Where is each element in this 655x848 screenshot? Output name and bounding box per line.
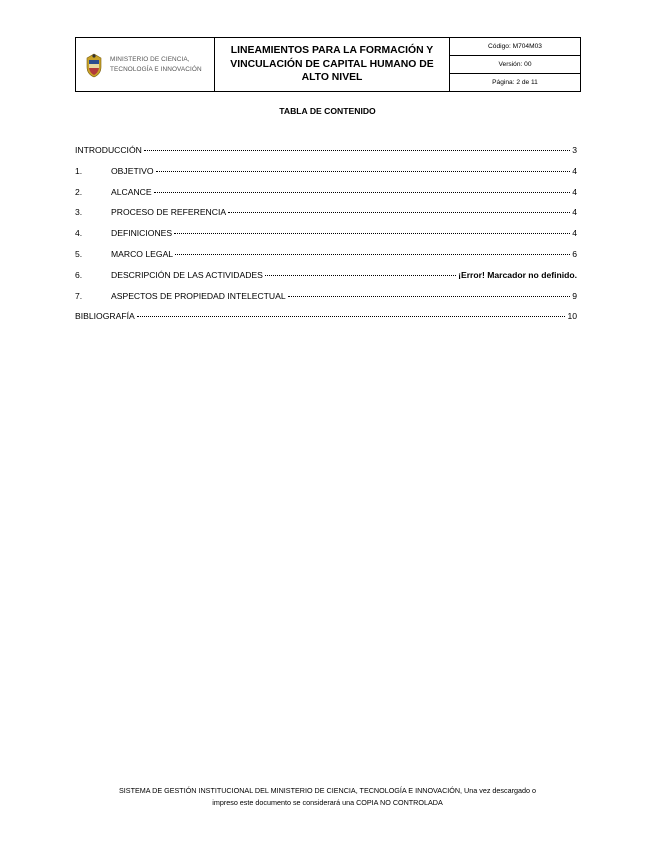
toc-entry-page: 3 bbox=[572, 145, 577, 155]
toc-entry-page: 9 bbox=[572, 290, 577, 301]
toc-entry-label: BIBLIOGRAFÍA bbox=[75, 311, 135, 322]
toc-entry-number: 7. bbox=[75, 290, 83, 301]
toc-entry-page: 4 bbox=[572, 165, 577, 176]
dot-leader bbox=[265, 275, 456, 276]
toc-entry-alcance[interactable] bbox=[75, 187, 577, 208]
document-meta-block bbox=[450, 38, 580, 91]
toc-entry-label: DESCRIPCIÓN DE LAS ACTIVIDADES bbox=[111, 269, 263, 280]
toc-entry-label: ALCANCE bbox=[111, 186, 152, 197]
document-code: Código: M704M03 bbox=[450, 38, 580, 56]
toc-entry-label: OBJETIVO bbox=[111, 165, 154, 176]
toc-entry-definiciones[interactable] bbox=[75, 228, 577, 249]
toc-entry-page: 4 bbox=[572, 207, 577, 218]
dot-leader bbox=[288, 296, 571, 297]
dot-leader bbox=[144, 150, 570, 151]
toc-title: TABLA DE CONTENIDO bbox=[279, 106, 376, 116]
dot-leader bbox=[175, 254, 570, 255]
dot-leader bbox=[174, 233, 570, 234]
toc-entry-page: 6 bbox=[572, 248, 577, 259]
toc-entry-number: 2. bbox=[75, 186, 83, 197]
toc-entry-objetivo[interactable] bbox=[75, 166, 577, 187]
document-version: Versión: 00 bbox=[450, 56, 580, 74]
toc-entry-label: INTRODUCCIÓN bbox=[75, 145, 142, 155]
document-header bbox=[75, 37, 581, 92]
toc-entry-label: MARCO LEGAL bbox=[111, 248, 174, 259]
footer-line2: impreso este documento se considerará una COPIA NO CONTROLADA bbox=[212, 798, 443, 807]
toc-entry-number: 1. bbox=[75, 165, 83, 176]
page-footer bbox=[0, 785, 655, 809]
dot-leader bbox=[137, 316, 566, 317]
dot-leader bbox=[228, 212, 570, 213]
toc-entry-page: 4 bbox=[572, 186, 577, 197]
document-title-block bbox=[215, 38, 450, 91]
toc-entry-label: ASPECTOS DE PROPIEDAD INTELECTUAL bbox=[111, 290, 286, 301]
toc-entry-propiedad-intelectual[interactable] bbox=[75, 291, 577, 312]
toc-entry-bibliografia[interactable] bbox=[75, 311, 577, 332]
document-title: LINEAMIENTOS PARA LA FORMACIÓN Y VINCULACIÓN DE CAPITAL HUMANO DE ALTO NIVEL bbox=[230, 45, 434, 84]
toc-entry-marco-legal[interactable] bbox=[75, 249, 577, 270]
coat-of-arms-icon bbox=[84, 52, 104, 78]
footer-line1: SISTEMA DE GESTIÓN INSTITUCIONAL DEL MINISTERIO DE CIENCIA, TECNOLOGÍA E INNOVACIÓN, Una vez descargado o bbox=[119, 786, 536, 795]
dot-leader bbox=[156, 171, 571, 172]
dot-leader bbox=[154, 192, 571, 193]
toc-entry-number: 4. bbox=[75, 228, 83, 239]
ministry-logo-block bbox=[76, 38, 215, 91]
org-name-line1: MINISTERIO DE CIENCIA, bbox=[110, 55, 190, 63]
org-name-line2: TECNOLOGÍA E INNOVACIÓN bbox=[110, 65, 202, 73]
toc-entry-proceso-de-referencia[interactable] bbox=[75, 207, 577, 228]
toc-entry-descripcion-actividades[interactable] bbox=[75, 270, 577, 291]
toc-entry-label: DEFINICIONES bbox=[111, 228, 173, 239]
toc-entry-introduccion[interactable] bbox=[75, 145, 577, 166]
toc-entry-number: 5. bbox=[75, 248, 83, 259]
toc-entry-page: 10 bbox=[567, 311, 577, 322]
toc-entry-label: PROCESO DE REFERENCIA bbox=[111, 207, 227, 218]
toc-entry-page: 4 bbox=[572, 228, 577, 239]
document-page: Página: 2 de 11 bbox=[492, 79, 538, 86]
toc-entry-number: 6. bbox=[75, 269, 83, 280]
table-of-contents bbox=[75, 145, 577, 332]
toc-entry-page-error: ¡Error! Marcador no definido. bbox=[458, 269, 577, 280]
toc-entry-number: 3. bbox=[75, 207, 83, 218]
